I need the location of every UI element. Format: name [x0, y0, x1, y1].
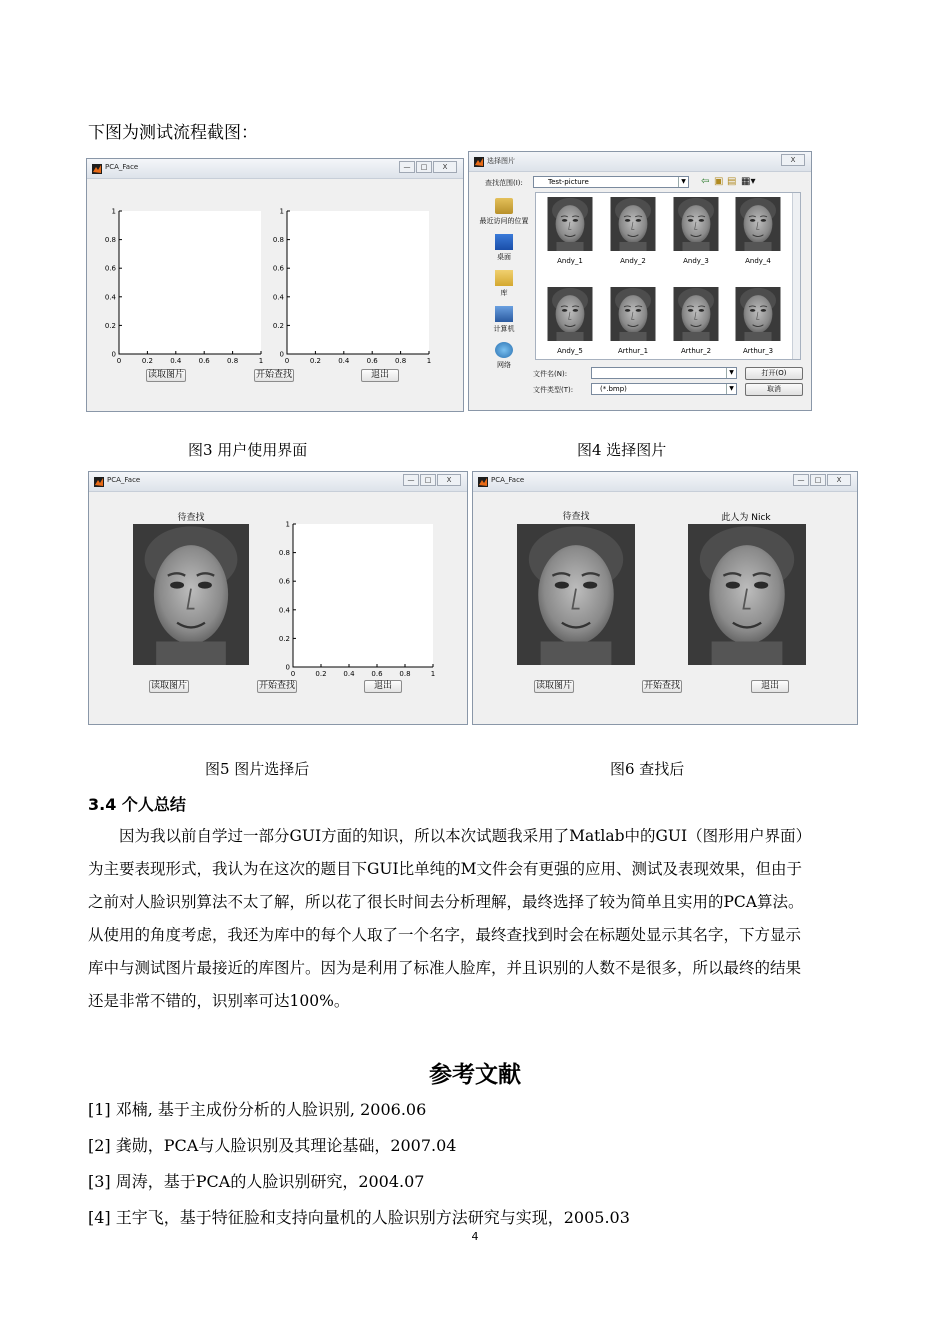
title-bar	[89, 472, 467, 492]
load-image-button[interactable]: 读取图片	[147, 370, 184, 380]
reference-item: [3] 周涛，基于PCA的人脸识别研究，2004.07	[88, 1172, 425, 1191]
nav-label: 库	[500, 289, 508, 297]
minimize-button[interactable]: —	[399, 161, 415, 173]
y-tick-label: 1	[285, 520, 290, 529]
window-title: PCA_Face	[105, 163, 139, 171]
pca-window-fig3	[86, 158, 464, 412]
face-thumbnail	[673, 287, 719, 341]
x-tick-label: 0.6	[198, 357, 210, 365]
look-in-combo[interactable]	[533, 176, 689, 188]
paragraph-line: 库中与测试图片最接近的库图片。因为是利用了标准人脸库，并且识别的人数不是很多，所以最终的结果	[88, 959, 802, 977]
filetype-label: 文件类型(T):	[533, 386, 574, 394]
library-icon	[495, 270, 513, 286]
query-face-image	[133, 524, 249, 665]
close-button[interactable]: X	[433, 161, 457, 173]
maximize-button[interactable]: □	[416, 161, 432, 173]
grid-scrollbar[interactable]	[792, 193, 800, 359]
axes-svg	[278, 520, 436, 678]
paragraph-line: 因为我以前自学过一部分GUI方面的知识，所以本次试题我采用了Matlab中的GUI（图形用户界面）	[119, 827, 812, 845]
dialog-title: 选择图片	[487, 157, 515, 165]
result-label: 此人为 Nick	[721, 513, 771, 523]
face-thumbnail	[735, 287, 781, 341]
axes-result	[278, 520, 436, 678]
dialog-title-bar	[469, 152, 811, 172]
load-image-button[interactable]: 读取图片	[150, 681, 187, 691]
y-tick-label: 0.2	[272, 321, 284, 330]
title-bar	[473, 472, 857, 492]
view-menu-icon[interactable]: ▦▾	[741, 176, 756, 187]
open-button[interactable]: 打开(O)	[745, 367, 803, 380]
file-name: Arthur_3	[742, 347, 774, 355]
file-name: Arthur_1	[617, 347, 649, 355]
matched-face-image	[688, 524, 806, 665]
file-name: Andy_1	[557, 257, 583, 265]
y-tick-label: 0.6	[272, 264, 284, 273]
plot-area	[293, 524, 433, 667]
x-tick-label: 0.8	[399, 670, 411, 678]
caption-fig5: 图5 图片选择后	[205, 760, 310, 778]
file-grid	[535, 192, 801, 360]
file-thumb[interactable]	[607, 197, 659, 265]
paragraph-line: 从使用的角度考虑，我还为库中的每个人取了一个名字，最终查找到时会在标题处显示其名字，下方显示	[88, 926, 802, 944]
x-tick-label: 0	[284, 357, 290, 365]
file-thumb[interactable]	[544, 197, 596, 265]
nav-item-desktop[interactable]	[473, 234, 535, 262]
nav-item-library[interactable]	[473, 270, 535, 298]
exit-button[interactable]: 退出	[361, 369, 399, 382]
nav-item-recent[interactable]	[473, 198, 535, 226]
y-tick-label: 1	[279, 207, 284, 216]
recent-places-icon	[495, 198, 513, 214]
page-number: 4	[471, 1230, 479, 1243]
start-search-button[interactable]: 开始查找	[643, 681, 680, 691]
axes-right	[272, 207, 432, 365]
filetype-select[interactable]	[591, 383, 737, 395]
x-tick-label: 1	[430, 670, 436, 678]
maximize-button[interactable]: □	[810, 474, 826, 486]
axes-svg	[104, 207, 264, 365]
face-thumbnail	[547, 197, 593, 251]
x-tick-label: 0.6	[366, 357, 378, 365]
file-thumb[interactable]	[670, 197, 722, 265]
up-folder-icon[interactable]: ▣	[714, 176, 724, 187]
window-title: PCA_Face	[107, 476, 141, 484]
face-thumbnail	[735, 197, 781, 251]
x-tick-label: 1	[426, 357, 432, 365]
filename-label: 文件名(N):	[533, 370, 568, 378]
dialog-close-button[interactable]: X	[781, 154, 805, 166]
y-tick-label: 0	[285, 663, 290, 672]
filetype-value: (*.bmp)	[600, 385, 627, 393]
file-name: Andy_4	[745, 257, 771, 265]
file-name: Andy_5	[557, 347, 583, 355]
y-tick-label: 0.8	[278, 549, 290, 558]
close-button[interactable]: X	[437, 474, 461, 486]
nav-item-computer[interactable]	[473, 306, 535, 334]
x-tick-label: 0.8	[395, 357, 407, 365]
matlab-icon	[474, 157, 484, 167]
x-tick-label: 0.4	[338, 357, 350, 365]
y-tick-label: 0	[279, 350, 284, 359]
y-tick-label: 0.6	[104, 264, 116, 273]
y-tick-label: 0.4	[278, 606, 290, 615]
query-face-image	[517, 524, 635, 665]
start-search-button[interactable]: 开始查找	[258, 681, 295, 691]
file-thumb[interactable]	[670, 287, 722, 355]
nav-label: 计算机	[493, 325, 515, 333]
paragraph-line: 为主要表现形式，我认为在这次的题目下GUI比单纯的M文件会有更强的应用、测试及表现效果，但由于	[88, 860, 802, 878]
matlab-icon	[92, 164, 102, 174]
file-thumb[interactable]	[732, 197, 784, 265]
x-tick-label: 0.2	[309, 357, 321, 365]
references-title: 参考文献	[429, 1062, 521, 1088]
file-name: Arthur_2	[680, 347, 712, 355]
matlab-icon	[94, 477, 104, 487]
start-search-button[interactable]: 开始查找	[255, 370, 292, 380]
axes-svg	[272, 207, 432, 365]
desktop-icon	[495, 234, 513, 250]
nav-label: 网络	[497, 361, 511, 369]
face-thumbnail	[610, 197, 656, 251]
x-tick-label: 0.4	[170, 357, 182, 365]
pca-window-fig5	[88, 471, 468, 725]
y-tick-label: 0.2	[278, 634, 290, 643]
computer-icon	[495, 306, 513, 322]
file-thumb[interactable]	[607, 287, 659, 355]
look-in-label: 查找范围(I):	[485, 179, 523, 187]
minimize-button[interactable]: —	[793, 474, 809, 486]
pending-label: 待查找	[177, 513, 205, 523]
window-title: PCA_Face	[491, 476, 525, 484]
y-tick-label: 0.4	[104, 293, 116, 302]
x-tick-label: 0.2	[315, 670, 327, 678]
plot-area	[119, 211, 261, 354]
new-folder-icon[interactable]: ▤	[727, 176, 737, 187]
chevron-down-icon: ▼	[678, 177, 688, 187]
face-thumbnail	[673, 197, 719, 251]
y-tick-label: 0.8	[104, 236, 116, 245]
paragraph-line: 之前对人脸识别算法不太了解，所以花了很长时间去分析理解，最终选择了较为简单且实用的PCA算法。	[88, 893, 804, 911]
axes-left	[104, 207, 264, 365]
x-tick-label: 0.4	[343, 670, 355, 678]
caption-fig4: 图4 选择图片	[577, 441, 667, 459]
intro-text: 下图为测试流程截图：	[88, 123, 258, 143]
nav-label: 桌面	[497, 253, 511, 261]
x-tick-label: 0.6	[371, 670, 383, 678]
face-thumbnail	[547, 287, 593, 341]
section-heading: 3.4 个人总结	[88, 795, 186, 814]
paragraph-line: 还是非常不错的，识别率可达100%。	[88, 992, 350, 1010]
maximize-button[interactable]: □	[420, 474, 436, 486]
y-tick-label: 0	[111, 350, 116, 359]
summary-paragraph	[88, 820, 864, 1018]
file-thumb[interactable]	[732, 287, 784, 355]
y-tick-label: 0.2	[104, 321, 116, 330]
cancel-button[interactable]: 取消	[745, 383, 803, 396]
y-tick-label: 0.6	[278, 577, 290, 586]
caption-fig3: 图3 用户使用界面	[188, 441, 308, 459]
file-name: Andy_2	[620, 257, 646, 265]
y-tick-label: 1	[111, 207, 116, 216]
x-tick-label: 0.8	[227, 357, 239, 365]
plot-area	[287, 211, 429, 354]
look-in-value: Test-picture	[548, 178, 589, 186]
network-icon	[495, 342, 513, 358]
file-thumb[interactable]	[544, 287, 596, 355]
exit-button[interactable]: 退出	[364, 680, 402, 693]
reference-item: [4] 王宇飞，基于特征脸和支持向量机的人脸识别方法研究与实现，2005.03	[88, 1208, 630, 1227]
y-tick-label: 0.8	[272, 236, 284, 245]
title-bar	[87, 159, 463, 179]
nav-label: 最近访问的位置	[479, 217, 529, 225]
chevron-down-icon: ▼	[726, 384, 736, 394]
chevron-down-icon: ▼	[726, 368, 736, 378]
pending-label: 待查找	[562, 512, 590, 522]
y-tick-label: 0.4	[272, 293, 284, 302]
x-tick-label: 0	[290, 670, 296, 678]
filename-input[interactable]	[591, 367, 737, 379]
x-tick-label: 0	[116, 357, 122, 365]
minimize-button[interactable]: —	[403, 474, 419, 486]
close-button[interactable]: X	[827, 474, 851, 486]
pca-window-fig6	[472, 471, 858, 725]
reference-item: [1] 邓楠, 基于主成份分析的人脸识别, 2006.06	[88, 1100, 427, 1119]
nav-pane	[473, 172, 535, 369]
x-tick-label: 0.2	[141, 357, 153, 365]
x-tick-label: 1	[258, 357, 264, 365]
matlab-icon	[478, 477, 488, 487]
back-icon[interactable]: ⇦	[701, 176, 710, 187]
nav-item-network[interactable]	[473, 342, 535, 370]
exit-button[interactable]: 退出	[751, 680, 789, 693]
load-image-button[interactable]: 读取图片	[535, 681, 572, 691]
file-name: Andy_3	[683, 257, 709, 265]
caption-fig6: 图6 查找后	[610, 760, 685, 778]
select-image-dialog	[468, 151, 812, 411]
face-thumbnail	[610, 287, 656, 341]
reference-item: [2] 龚勋，PCA与人脸识别及其理论基础，2007.04	[88, 1136, 457, 1155]
